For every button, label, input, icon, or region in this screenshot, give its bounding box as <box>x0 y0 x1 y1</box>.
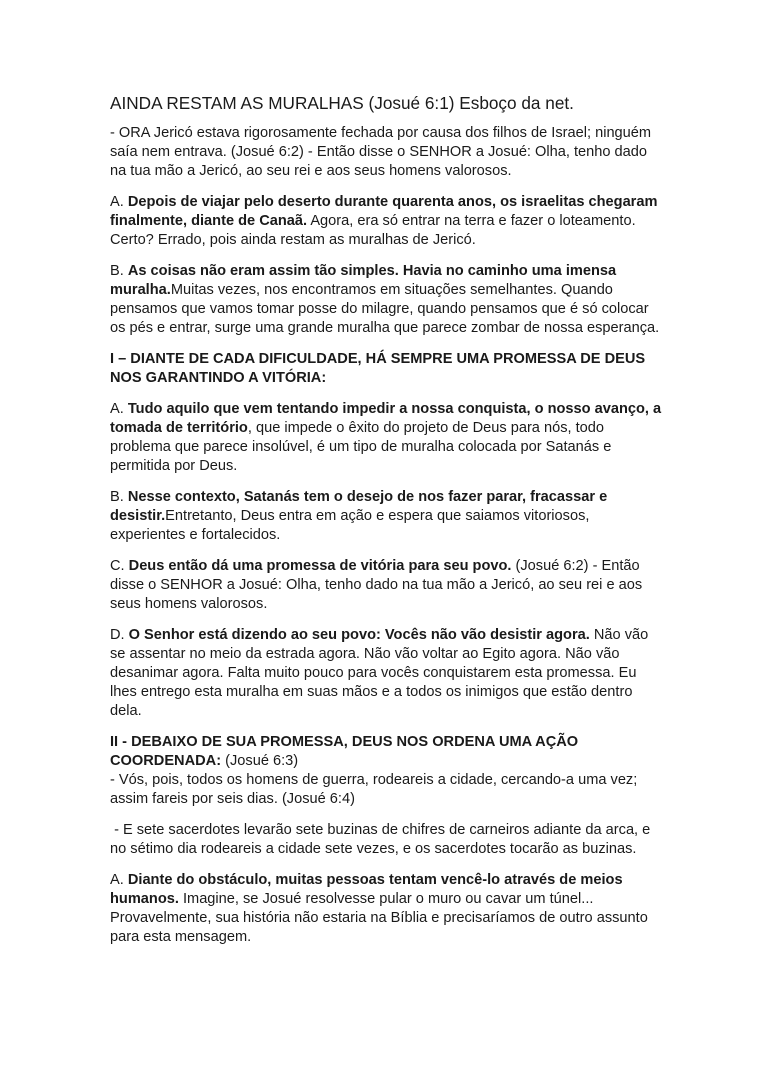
section-2-item-a <box>110 871 662 947</box>
section-heading-text: I – DIANTE DE CADA DIFICULDADE, HÁ SEMPRE UMA PROMESSA DE DEUS NOS GARANTINDO A VITÓRIA: <box>110 351 646 386</box>
paragraph-b <box>110 262 662 338</box>
paragraph-text: Muitas vezes, nos encontramos em situações semelhantes. Quando pensamos que vamos tomar posse do milagre, quando pensamos que é só colocar os pés e entrar, surge uma grande muralha que parece zombar de nossa esperança. <box>110 282 660 336</box>
intro-paragraph: - ORA Jericó estava rigorosamente fechada por causa dos filhos de Israel; ninguém saía nem entrava. (Josué 6:2) - Então disse o SENHOR a Josué: Olha, tenho dado na tua mão a Jericó, ao seu rei e aos seus homens valorosos. <box>110 125 652 179</box>
section-2-heading <box>110 733 662 809</box>
paragraph-text: Agora, era só entrar na terra e fazer o loteamento. Certo? Errado, pois ainda restam as muralhas de Jericó. <box>110 213 636 248</box>
section-1-heading <box>110 350 662 388</box>
paragraph-label: C. <box>110 558 129 574</box>
paragraph-bold: O Senhor está dizendo ao seu povo: Vocês não vão desistir agora. <box>128 627 590 643</box>
section-verse: - Vós, pois, todos os homens de guerra, rodeareis a cidade, cercando-a uma vez; assim fareis por seis dias. (Josué 6:4) <box>110 772 638 807</box>
paragraph-a <box>110 193 662 250</box>
document-title: AINDA RESTAM AS MURALHAS (Josué 6:1) Esboço da net. <box>110 93 574 113</box>
section-2-verse: - E sete sacerdotes levarão sete buzinas de chifres de carneiros adiante da arca, e no sétimo dia rodeareis a cidade sete vezes, e os sacerdotes tocarão as buzinas. <box>110 822 655 857</box>
paragraph-text: , que impede o êxito do projeto de Deus para nós, todo problema que parece insolúvel, é um tipo de muralha colocada por Satanás e permitida por Deus. <box>110 420 612 474</box>
paragraph-label: B. <box>110 489 128 505</box>
paragraph-label: A. <box>110 872 128 888</box>
paragraph-label: A. <box>110 194 128 210</box>
paragraph-bold: As coisas não eram assim tão simples. Havia no caminho uma imensa muralha. <box>110 263 617 298</box>
section-heading-text: II - DEBAIXO DE SUA PROMESSA, DEUS NOS ORDENA UMA AÇÃO COORDENADA: <box>110 734 579 769</box>
paragraph-bold: Deus então dá uma promessa de vitória para seu povo. <box>128 558 512 574</box>
paragraph-text: Não vão se assentar no meio da estrada agora. Não vão voltar ao Egito agora. Não vão desanimar agora. Falta muito pouco para vocês conquistarem esta promessa. Eu lhes entrego esta muralha em suas mãos e a todos os inimigos que estão dentro dela. <box>110 627 649 719</box>
section-1-item-d <box>110 626 662 721</box>
paragraph-text: (Josué 6:2) - Então disse o SENHOR a Josué: Olha, tenho dado na tua mão a Jericó, ao seu rei e aos seus homens valorosos. <box>110 558 643 612</box>
paragraph-label: D. <box>110 627 129 643</box>
section-reference: (Josué 6:3) <box>221 753 299 769</box>
paragraph-label: B. <box>110 263 128 279</box>
paragraph-bold: Nesse contexto, Satanás tem o desejo de nos fazer parar, fracassar e desistir. <box>110 489 608 524</box>
section-1-item-a <box>110 400 662 476</box>
paragraph-bold: Depois de viajar pelo deserto durante quarenta anos, os israelitas chegaram finalmente, diante de Canaã. <box>110 194 658 229</box>
paragraph-label: A. <box>110 401 128 417</box>
section-1-item-b <box>110 488 662 545</box>
paragraph-bold: Diante do obstáculo, muitas pessoas tentam vencê-lo através de meios humanos. <box>110 872 623 907</box>
document-page <box>110 92 662 959</box>
paragraph-bold: Tudo aquilo que vem tentando impedir a nossa conquista, o nosso avanço, a tomada de território <box>110 401 662 436</box>
section-1-item-c <box>110 557 662 614</box>
paragraph-text: Entretanto, Deus entra em ação e espera que saiamos vitoriosos, experientes e fortalecidos. <box>110 508 590 543</box>
paragraph-text: Imagine, se Josué resolvesse pular o muro ou cavar um túnel... Provavelmente, sua história não estaria na Bíblia e precisaríamos de outro assunto para esta mensagem. <box>110 891 648 945</box>
